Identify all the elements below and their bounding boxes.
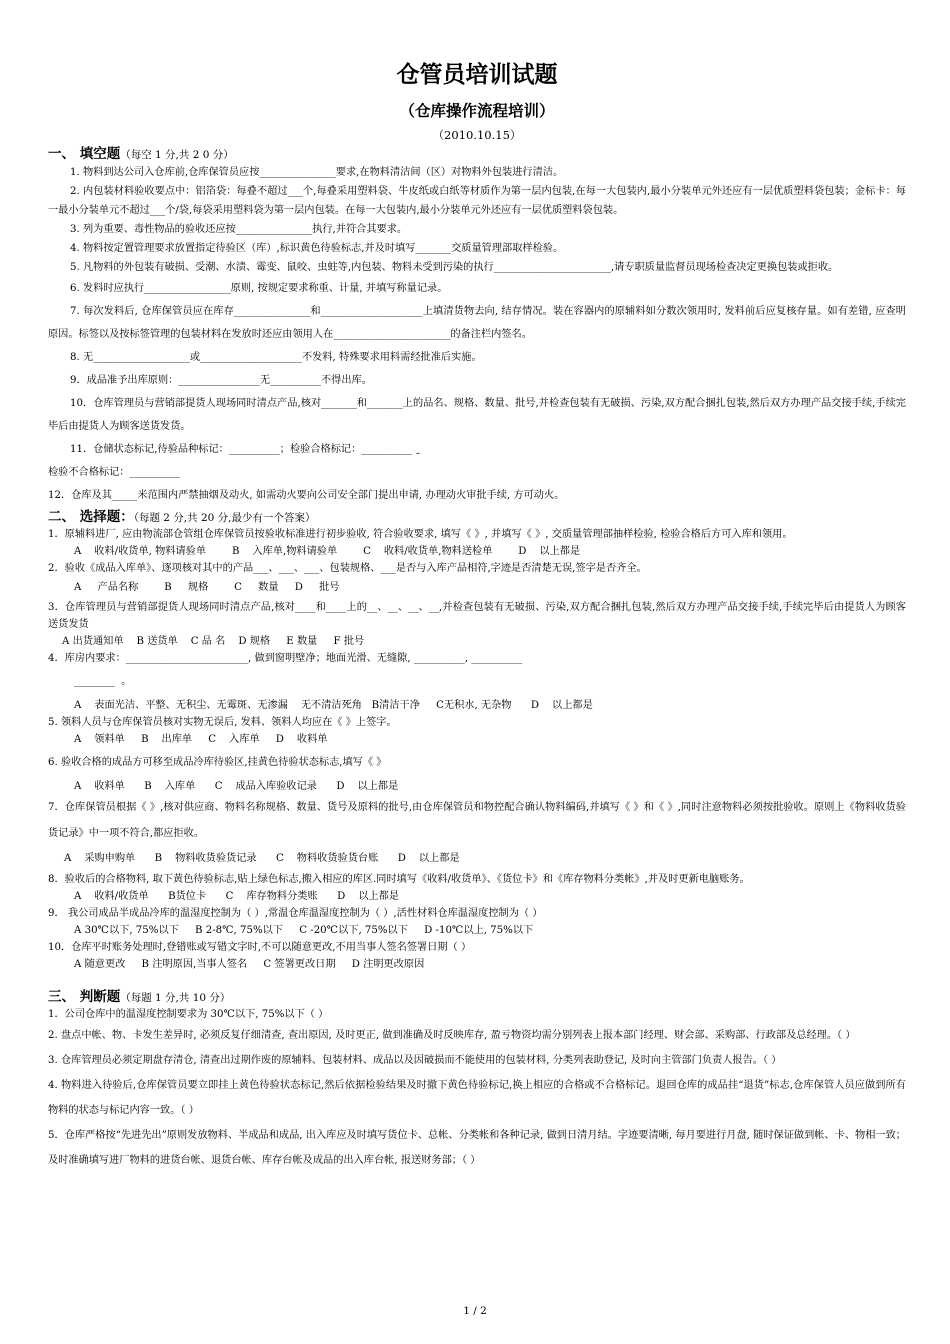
page-date: （2010.10.15） bbox=[432, 128, 522, 142]
choice-question-5: 5. 领料人员与仓库保管员核对实物无误后, 发料、领料人均应在《 》上签字。 bbox=[48, 717, 397, 728]
judge-question-3: 3. 仓库管理员必须定期盘存清仓, 清查出过期作废的原辅料、包装材料、成品以及因破损而不能使用的包装材料, 分类列表助登记, 及时向主管部门负责人报告。（ ） bbox=[48, 1055, 782, 1066]
choice-question-3: 3．仓库管理员与营销部提货人现场同时清点产品,核对____和____上的__、__、__、__,并检查包装有无破损、污染,双方配合捆扎包装,然后双方办理产品交接手续,手续完毕后由提货人为顾客送货发货 bbox=[48, 602, 906, 630]
choice-question-7: 7．仓库保管员根据《 》,核对供应商、物料名称规格、数量、货号及原料的批号,由仓库保管员和物控配合确认物料编码,并填写《 》和《 》,同时注意物料必须按批验收。原则上《物料收货验货记录》中一项不符合,都应拒收。 bbox=[48, 802, 906, 839]
choice-question-10: 10．仓库平时账务处理时,登错账或写错文字时,不可以随意更改,不用当事人签名签署日期（ ） bbox=[48, 942, 472, 953]
page-number: 1 / 2 bbox=[463, 1305, 487, 1317]
page-subtitle: （仓库操作流程培训） bbox=[399, 102, 555, 120]
section2-heading bbox=[48, 509, 906, 526]
section-gap bbox=[48, 973, 906, 987]
choice-options-10: A 随意更改 B 注明原因,当事人签名 C 签署更改日期 D 注明更改原因 bbox=[74, 959, 425, 970]
judge-question-2: 2. 盘点中帐、物、卡发生差异时, 必须反复仔细清查, 查出原因, 及时更正, 做到准确及时反映库存, 盈亏物资均需分别列表上报本部门经理、财会部、采购部、行政部及总经理。（ ） bbox=[48, 1030, 856, 1041]
section2-note: （每题 2 分,共 20 分,最少有一个答案） bbox=[133, 512, 316, 524]
choice-options-8: A 收料/收货单 B货位卡 C 库存物料分类账 D 以上都是 bbox=[74, 891, 399, 902]
fill-question-8: 8. 无___________________或____________________不发料, 特殊要求用料需经批准后实施。 bbox=[70, 352, 482, 363]
choice-options-1: A 收料/收货单, 物料请验单 B 入库单,物料请验单 C 收料/收货单,物料送检单 D 以上都是 bbox=[74, 546, 581, 557]
judge-question-1: 1．公司仓库中的温湿度控制要求为 30℃以下, 75%以下（ ） bbox=[48, 1009, 329, 1020]
choice-question-6: 6. 验收合格的成品方可移至成品冷库待验区,挂黄色待验状态标志,填写《 》 bbox=[48, 757, 387, 768]
document-page bbox=[48, 50, 906, 1173]
choice-question-4-cont: ________ 。 bbox=[74, 676, 132, 687]
fill-question-4: 4. 物料按定置管理要求放置指定待验区（库）,标识黄色待验标志,并及时填写_______交质量管理部取样检验。 bbox=[70, 243, 564, 254]
fill-question-11: 11．仓储状态标记,待验品种标记：__________；检验合格标记：__________ ˍ bbox=[70, 444, 421, 455]
fill-question-5: 5. 凡物料的外包装有破损、受潮、水渍、霉变、鼠咬、虫蛀等,内包装、物料未受到污染的执行_______________________,请专职质量监督员现场检查决定更换包装或拒收。 bbox=[70, 262, 839, 273]
section3-note: （每题 1 分,共 10 分） bbox=[120, 992, 231, 1004]
section1-note: （每空 1 分,共 2 0 分） bbox=[120, 149, 234, 161]
section3-title: 三、 判断题 bbox=[48, 989, 121, 1005]
choice-options-6: A 收料单 B 入库单 C 成品入库验收记录 D 以上都是 bbox=[74, 781, 399, 792]
choice-options-4: A 表面光洁、平整、无积尘、无霉斑、无渗漏 无不清洁死角 B清洁干净 C无积水, 无杂物 D 以上都是 bbox=[74, 700, 593, 711]
choice-options-3: A 出货通知单 B 送货单 C 品 名 D 规格 E 数量 F 批号 bbox=[62, 636, 365, 647]
choice-question-8: 8．验收后的合格物料, 取下黄色待验标志,贴上绿色标志,搬入相应的库区.同时填写《收料/收货单》、《货位卡》和《库存物料分类帐》,并及时更新电脑账务。 bbox=[48, 874, 750, 885]
fill-question-9: 9．成品准予出库原则：________________无__________不得出库。 bbox=[70, 375, 372, 386]
fill-question-11-cont: 检验不合格标记：__________ bbox=[48, 467, 181, 478]
judge-question-5: 5．仓库严格按“先进先出”原则发放物料、半成品和成品, 出入库应及时填写货位卡、总帐、分类帐和各种记录, 做到日清月结。字迹要清晰, 每月要进行月盘, 随时保证做到帐、卡、物相一致；及时准确填写进厂物料的进货台帐、退货台帐、库存台帐及成品的出入库台帐, 报送财务部；（ ） bbox=[48, 1130, 906, 1166]
judge-question-4: 4. 物料进入待验后,仓库保管员要立即挂上黄色待验状态标记,然后依据检验结果及时撤下黄色待验标记,换上相应的合格或不合格标记。退回仓库的成品挂“退货”标志,仓库保管人员应做到所有物料的状态与标记内容一致。（ ） bbox=[48, 1080, 906, 1116]
choice-options-5: A 领料单 B 出库单 C 入库单 D 收料单 bbox=[74, 734, 328, 745]
choice-options-2: A 产品名称 B 规格 C 数量 D 批号 bbox=[74, 582, 340, 593]
fill-question-10: 10．仓库管理员与营销部提货人现场同时清点产品,核对_______和_______上的品名、规格、数量、批号,并检查包装有无破损、污染,双方配合捆扎包装,然后双方办理产品交接手续,手续完毕后由提货人为顾客送货发货。 bbox=[48, 398, 906, 432]
choice-question-9: 9． 我公司成品半成品冷库的温湿度控制为（ ）,常温仓库温湿度控制为（ ）,活性材料仓库温湿度控制为（ ） bbox=[48, 908, 543, 919]
section1-title: 一、 填空题 bbox=[48, 146, 121, 162]
fill-question-6: 6. 发料时应执行_________________原则, 按规定要求称重、计量, 并填写称量记录。 bbox=[70, 283, 448, 294]
fill-question-1: 1. 物料到达公司入仓库前,仓库保管员应按_______________要求,在物料清洁间（区）对物料外包装进行清洁。 bbox=[70, 167, 564, 178]
choice-question-2: 2．验收《成品入库单》、逐项核对其中的产品___、___、___、包装规格、___是否与入库产品相符,字迹是否清楚无误,签字是否齐全。 bbox=[48, 563, 647, 574]
choice-question-1: 1．原辅料进厂, 应由物流部仓管组仓库保管员按验收标准进行初步验收, 符合验收要求, 填写《 》, 并填写《 》, 交质量管理部抽样检验, 检验合格后方可入库和领用。 bbox=[48, 529, 793, 540]
choice-options-9: A 30℃以下, 75%以下 B 2-8℃, 75%以下 C -20℃以下, 75%以下 D -10℃以上, 75%以下 bbox=[74, 925, 534, 936]
fill-question-2: 2. 内包装材料验收要点中：铝箔袋：每叠不超过___个,每叠采用塑料袋、牛皮纸或白纸等材质作为第一层内包装,在每一大包装内,最小分装单元外还应有一层优质塑料袋包装；金标卡：每一最小分装单元不超过___个/袋,每袋采用塑料袋为第一层内包装。在每一大包装内,最小分装单元外还应有一层优质塑料袋包装。 bbox=[48, 186, 906, 216]
section2-title: 二、 选择题： bbox=[48, 509, 134, 525]
section1-heading bbox=[48, 146, 906, 163]
section3-heading bbox=[48, 989, 906, 1006]
fill-question-3: 3. 列为重要、毒性物品的验收还应按_______________执行,并符合其要求。 bbox=[70, 224, 408, 235]
fill-question-7: 7. 每次发料后, 仓库保管员应在库存_______________和____________________上填清货物去向, 结存情况。装在容器内的原辅料如分数次领用时, 发料前后应复核存量。如有差错, 应查明原因。标签以及按标签管理的包装材料在发放时还应由领用人在_______________________的备注栏内签名。 bbox=[48, 306, 906, 340]
page-title: 仓管员培训试题 bbox=[396, 62, 558, 88]
choice-options-7: A 采购申购单 B 物料收货验货记录 C 物料收货验货台账 D 以上都是 bbox=[64, 853, 460, 864]
fill-question-12: 12．仓库及其_____米范围内严禁抽烟及动火, 如需动火要向公司安全部门提出申请, 办理动火审批手续, 方可动火。 bbox=[48, 490, 565, 501]
choice-question-4: 4．库房内要求：________________________, 做到窗明壁净；地面光滑、无缝隙, __________, __________ bbox=[48, 653, 523, 664]
